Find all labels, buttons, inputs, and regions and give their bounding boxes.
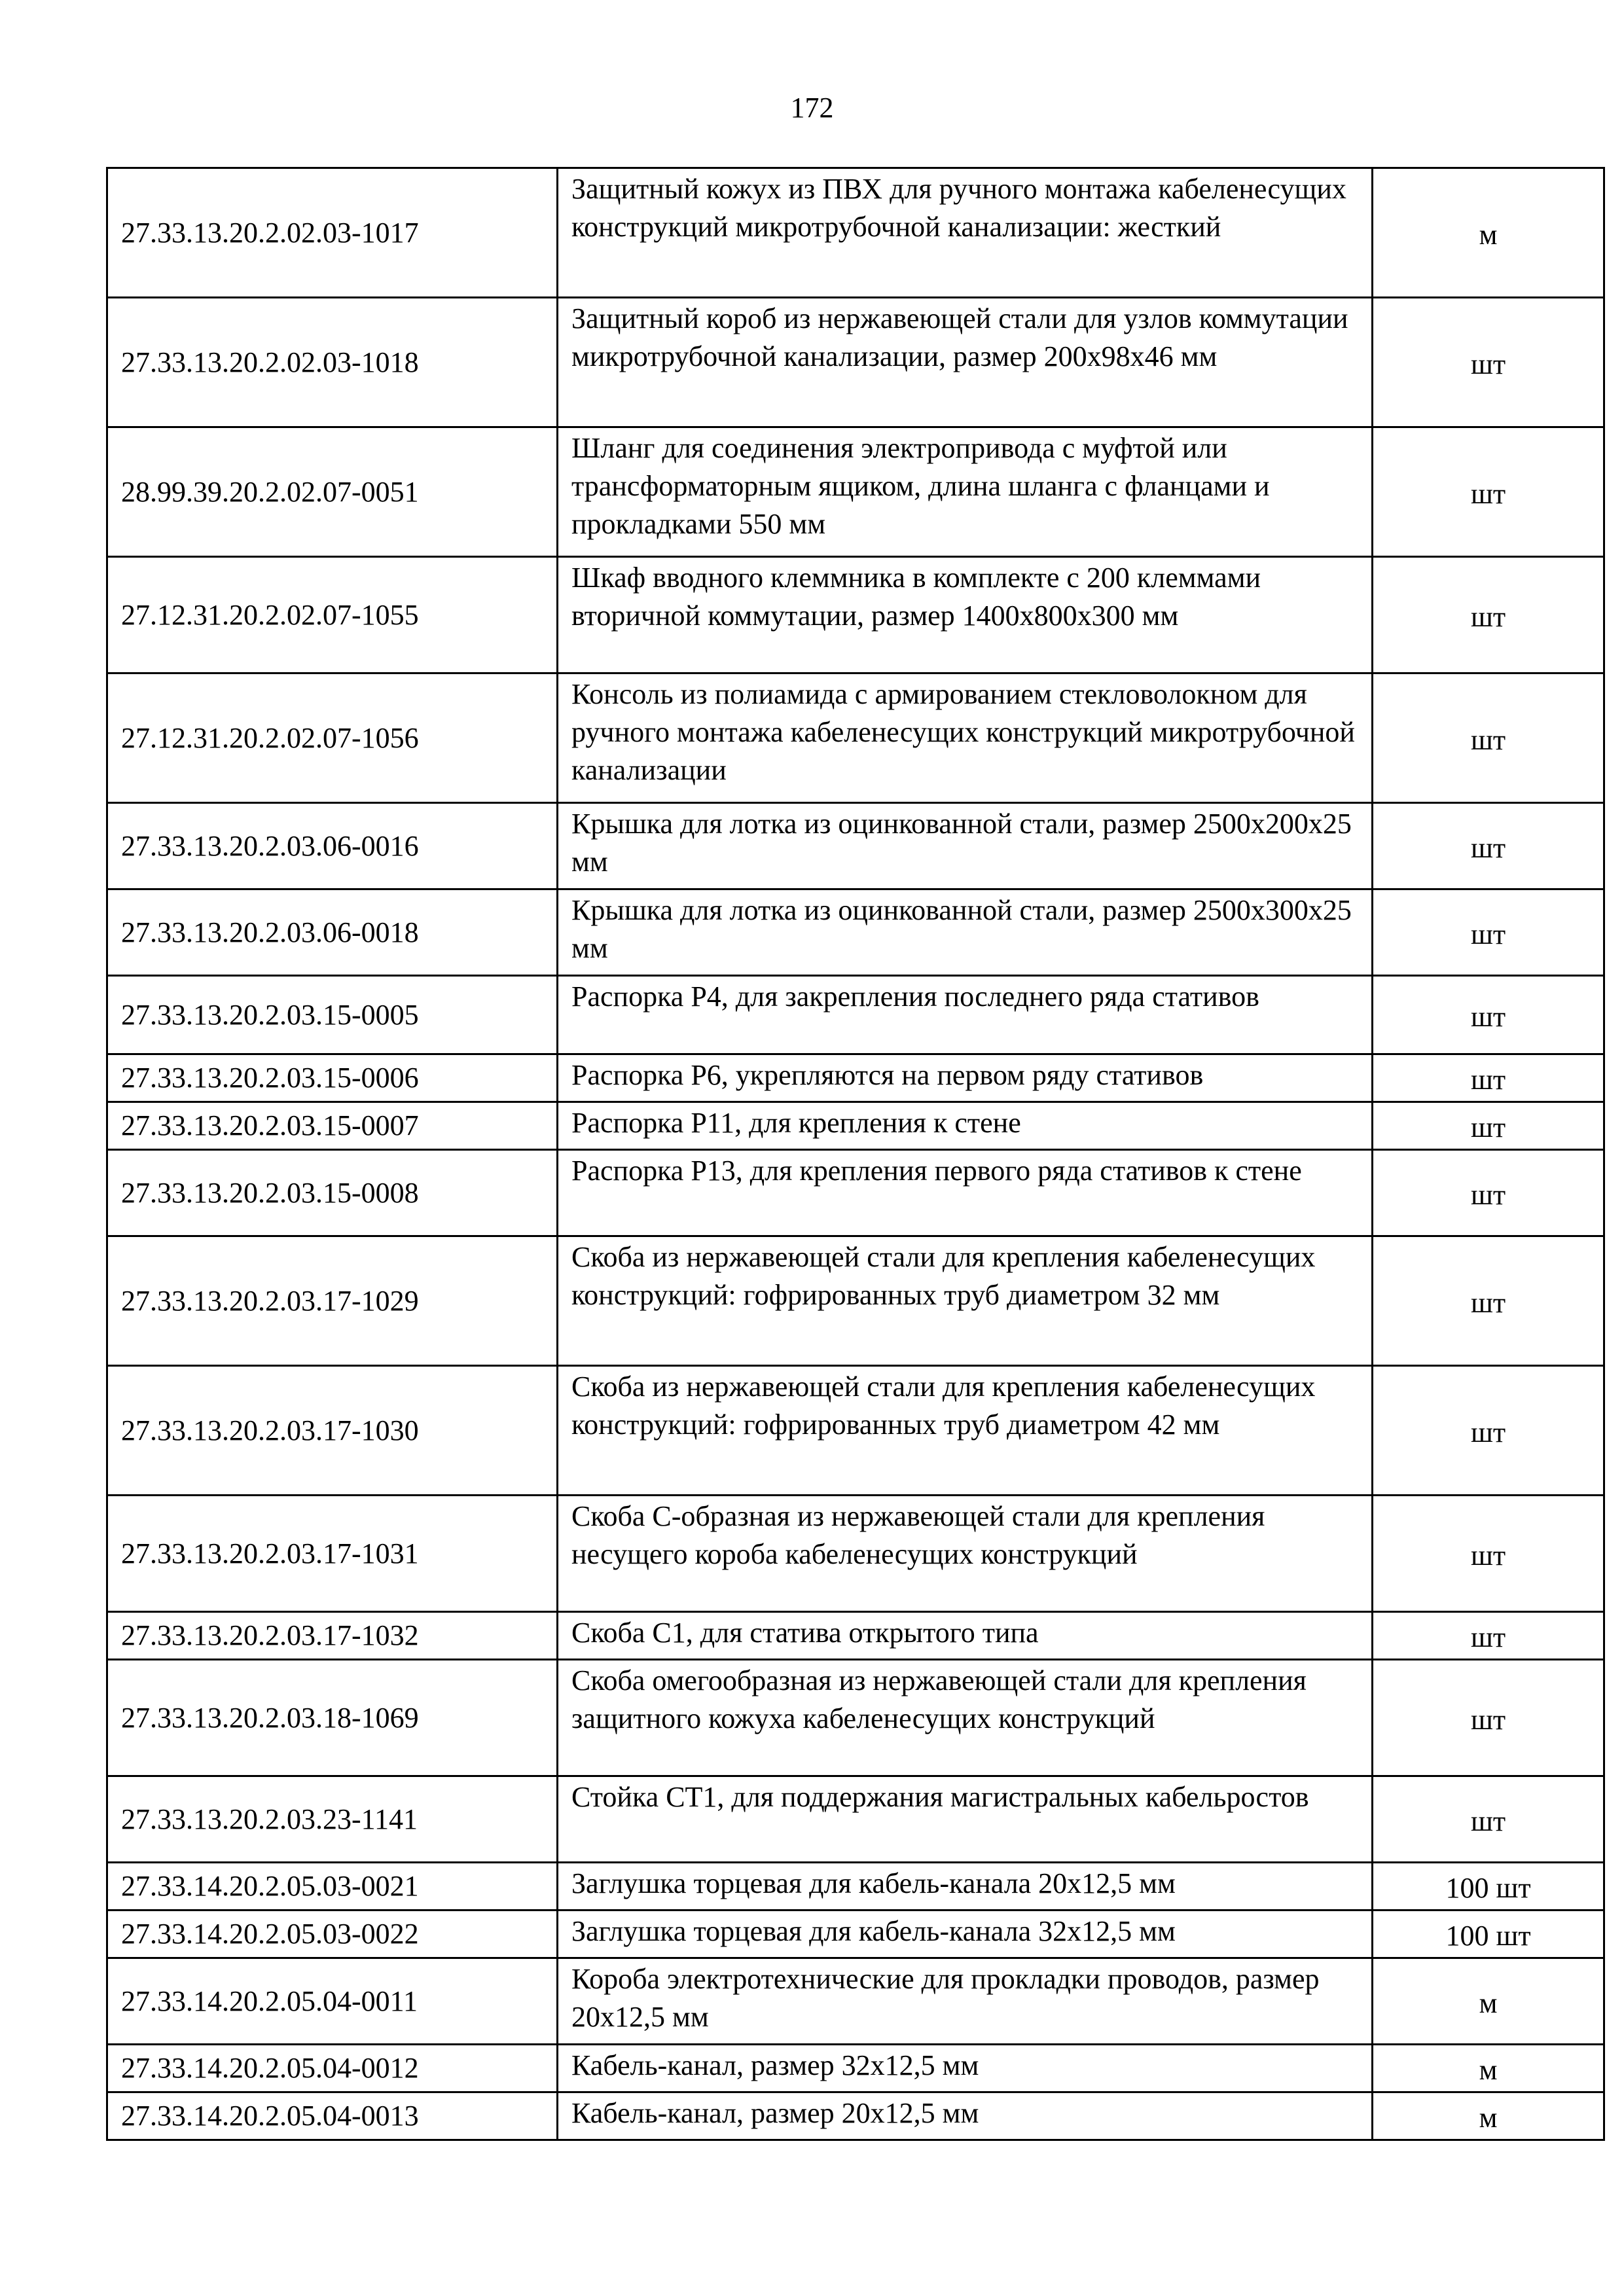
resource-description: Распорка Р6, укрепляются на первом ряду стативов	[558, 1054, 1373, 1102]
resource-description: Скоба С1, для статива открытого типа	[558, 1612, 1373, 1660]
resource-description: Скоба С-образная из нержавеющей стали для крепления несущего короба кабеленесущих конструкций	[558, 1496, 1373, 1612]
resource-code: 27.33.13.20.2.03.18-1069	[107, 1660, 558, 1776]
resource-code: 27.33.13.20.2.03.06-0018	[107, 889, 558, 976]
resource-description: Скоба из нержавеющей стали для крепления кабеленесущих конструкций: гофрированных труб диаметром 32 мм	[558, 1236, 1373, 1366]
unit-of-measure: шт	[1373, 1236, 1604, 1366]
table-row	[107, 427, 1604, 557]
resource-code: 27.33.14.20.2.05.04-0013	[107, 2092, 558, 2140]
resource-description: Распорка Р11, для крепления к стене	[558, 1102, 1373, 1150]
resource-code: 27.33.13.20.2.03.17-1032	[107, 1612, 558, 1660]
unit-of-measure: шт	[1373, 673, 1604, 803]
resource-description: Крышка для лотка из оцинкованной стали, размер 2500х200х25 мм	[558, 803, 1373, 889]
table-row	[107, 1496, 1604, 1612]
resource-description: Распорка Р13, для крепления первого ряда стативов к стене	[558, 1150, 1373, 1236]
table-row	[107, 298, 1604, 427]
resource-code: 27.33.13.20.2.02.03-1018	[107, 298, 558, 427]
resource-description: Заглушка торцевая для кабель-канала 32х12,5 мм	[558, 1910, 1373, 1958]
resource-description: Распорка Р4, для закрепления последнего ряда стативов	[558, 976, 1373, 1054]
unit-of-measure: шт	[1373, 1612, 1604, 1660]
table-row	[107, 1660, 1604, 1776]
table-row	[107, 1236, 1604, 1366]
resource-code: 27.33.13.20.2.03.17-1031	[107, 1496, 558, 1612]
table-row	[107, 557, 1604, 673]
resource-description: Шланг для соединения электропривода с муфтой или трансформаторным ящиком, длина шланга с фланцами и прокладками 550 мм	[558, 427, 1373, 557]
unit-of-measure: шт	[1373, 1102, 1604, 1150]
unit-of-measure: шт	[1373, 976, 1604, 1054]
resource-description: Защитный короб из нержавеющей стали для узлов коммутации микротрубочной канализации, размер 200х98х46 мм	[558, 298, 1373, 427]
table-row	[107, 1102, 1604, 1150]
table-row	[107, 1958, 1604, 2045]
table-row	[107, 168, 1604, 298]
table-row	[107, 673, 1604, 803]
resource-code: 27.33.14.20.2.05.04-0011	[107, 1958, 558, 2045]
unit-of-measure: шт	[1373, 1054, 1604, 1102]
unit-of-measure: м	[1373, 1958, 1604, 2045]
resource-code: 27.33.13.20.2.03.06-0016	[107, 803, 558, 889]
resource-description: Стойка СТ1, для поддержания магистральных кабельростов	[558, 1776, 1373, 1863]
unit-of-measure: 100 шт	[1373, 1910, 1604, 1958]
table-row	[107, 1776, 1604, 1863]
resource-code: 27.33.13.20.2.03.15-0008	[107, 1150, 558, 1236]
unit-of-measure: м	[1373, 168, 1604, 298]
table-row	[107, 1612, 1604, 1660]
unit-of-measure: шт	[1373, 1776, 1604, 1863]
unit-of-measure: шт	[1373, 557, 1604, 673]
unit-of-measure: шт	[1373, 298, 1604, 427]
resource-description: Скоба из нержавеющей стали для крепления кабеленесущих конструкций: гофрированных труб диаметром 42 мм	[558, 1366, 1373, 1496]
page-number: 172	[790, 92, 834, 124]
resource-code: 27.33.13.20.2.03.15-0007	[107, 1102, 558, 1150]
table-row	[107, 976, 1604, 1054]
resource-description: Шкаф вводного клеммника в комплекте с 200 клеммами вторичной коммутации, размер 1400х800х300 мм	[558, 557, 1373, 673]
resource-code: 27.33.13.20.2.03.23-1141	[107, 1776, 558, 1863]
unit-of-measure: шт	[1373, 1496, 1604, 1612]
resource-code: 27.33.14.20.2.05.04-0012	[107, 2045, 558, 2092]
resource-description: Крышка для лотка из оцинкованной стали, размер 2500х300х25 мм	[558, 889, 1373, 976]
resource-description: Короба электротехнические для прокладки проводов, размер 20х12,5 мм	[558, 1958, 1373, 2045]
unit-of-measure: шт	[1373, 1366, 1604, 1496]
table-row	[107, 2092, 1604, 2140]
resource-code: 27.33.13.20.2.03.17-1029	[107, 1236, 558, 1366]
unit-of-measure: м	[1373, 2045, 1604, 2092]
unit-of-measure: шт	[1373, 427, 1604, 557]
resource-code: 27.33.13.20.2.03.17-1030	[107, 1366, 558, 1496]
resource-description: Заглушка торцевая для кабель-канала 20х12,5 мм	[558, 1863, 1373, 1910]
unit-of-measure: м	[1373, 2092, 1604, 2140]
unit-of-measure: 100 шт	[1373, 1863, 1604, 1910]
table-row	[107, 2045, 1604, 2092]
resource-code: 27.12.31.20.2.02.07-1056	[107, 673, 558, 803]
resource-description: Консоль из полиамида с армированием стекловолокном для ручного монтажа кабеленесущих конструкций микротрубочной канализации	[558, 673, 1373, 803]
resource-code: 27.33.14.20.2.05.03-0022	[107, 1910, 558, 1958]
table-row	[107, 1910, 1604, 1958]
table-row	[107, 889, 1604, 976]
resource-code: 27.33.14.20.2.05.03-0021	[107, 1863, 558, 1910]
table-row	[107, 1366, 1604, 1496]
table-row	[107, 803, 1604, 889]
resource-description: Кабель-канал, размер 20х12,5 мм	[558, 2092, 1373, 2140]
resource-code: 27.33.13.20.2.03.15-0006	[107, 1054, 558, 1102]
table-row	[107, 1054, 1604, 1102]
resource-description: Кабель-канал, размер 32х12,5 мм	[558, 2045, 1373, 2092]
unit-of-measure: шт	[1373, 889, 1604, 976]
table-row	[107, 1150, 1604, 1236]
resource-code: 27.33.13.20.2.03.15-0005	[107, 976, 558, 1054]
unit-of-measure: шт	[1373, 1150, 1604, 1236]
table-row	[107, 1863, 1604, 1910]
resource-code: 27.12.31.20.2.02.07-1055	[107, 557, 558, 673]
resource-description: Скоба омегообразная из нержавеющей стали для крепления защитного кожуха кабеленесущих конструкций	[558, 1660, 1373, 1776]
resource-description: Защитный кожух из ПВХ для ручного монтажа кабеленесущих конструкций микротрубочной канализации: жесткий	[558, 168, 1373, 298]
resource-table	[106, 167, 1605, 2141]
resource-code: 27.33.13.20.2.02.03-1017	[107, 168, 558, 298]
resource-code: 28.99.39.20.2.02.07-0051	[107, 427, 558, 557]
unit-of-measure: шт	[1373, 1660, 1604, 1776]
unit-of-measure: шт	[1373, 803, 1604, 889]
